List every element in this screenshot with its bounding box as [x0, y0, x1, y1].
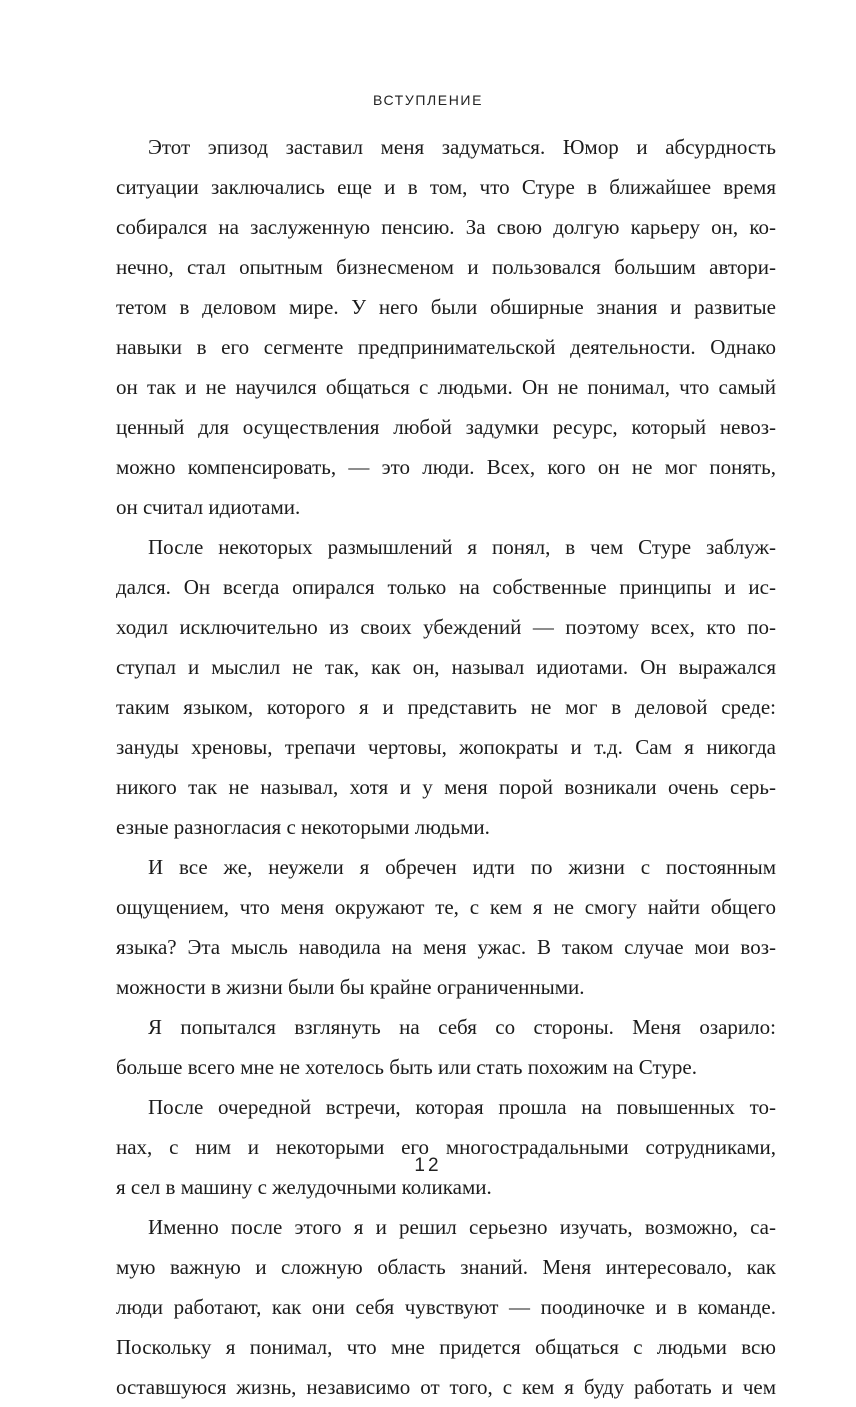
text-line: он считал идиотами. [116, 495, 301, 519]
text-line: больше всего мне не хотелось быть или стать похожим на Стуре. [116, 1055, 697, 1079]
text-line: нечно, стал опытным бизнесменом и пользовался большим автори- [116, 255, 776, 279]
text-line: ощущением, что меня окружают те, с кем я не смогу найти общего [116, 895, 776, 919]
paragraph [116, 1007, 776, 1087]
text-line: ситуации заключались еще и в том, что Стуре в ближайшее время [116, 175, 776, 199]
text-line: дался. Он всегда опирался только на собственные принципы и ис- [116, 575, 776, 599]
text-line: ценный для осуществления любой задумки ресурс, который невоз- [116, 415, 776, 439]
paragraph [116, 847, 776, 1007]
text-line: таким языком, которого я и представить не мог в деловой среде: [116, 695, 776, 719]
text-line: нах, с ним и некоторыми его многострадальными сотрудниками, [116, 1135, 776, 1159]
text-line: И все же, неужели я обречен идти по жизни с постоянным [148, 855, 776, 879]
text-line: мую важную и сложную область знаний. Меня интересовало, как [116, 1255, 776, 1279]
text-line: можности в жизни были бы крайне ограниченными. [116, 975, 585, 999]
text-line: Этот эпизод заставил меня задуматься. Юмор и абсурдность [148, 135, 776, 159]
text-line: навыки в его сегменте предпринимательской деятельности. Однако [116, 335, 776, 359]
text-line: Именно после этого я и решил серьезно изучать, возможно, са- [148, 1215, 776, 1239]
text-line: После очередной встречи, которая прошла на повышенных то- [148, 1095, 776, 1119]
text-line: языка? Эта мысль наводила на меня ужас. В таком случае мои воз- [116, 935, 776, 959]
paragraph [116, 1087, 776, 1207]
text-line: можно компенсировать, — это люди. Всех, кого он не мог понять, [116, 455, 776, 479]
text-line: После некоторых размышлений я понял, в чем Стуре заблуж- [148, 535, 776, 559]
text-line: Я попытался взглянуть на себя со стороны. Меня озарило: [148, 1015, 776, 1039]
text-line: зануды хреновы, трепачи чертовы, жопократы и т.д. Сам я никогда [116, 735, 776, 759]
text-line: я сел в машину с желудочными коликами. [116, 1175, 492, 1199]
text-line: тетом в деловом мире. У него были обширные знания и развитые [116, 295, 776, 319]
paragraph [116, 527, 776, 847]
text-line: Поскольку я понимал, что мне придется общаться с людьми всю [116, 1335, 776, 1359]
text-line: он так и не научился общаться с людьми. Он не понимал, что самый [116, 375, 776, 399]
paragraph [116, 1207, 776, 1407]
running-head: ВСТУПЛЕНИЕ [372, 92, 484, 108]
text-line: оставшуюся жизнь, независимо от того, с кем я буду работать и чем [116, 1375, 776, 1399]
page-number: 12 [414, 1155, 442, 1176]
text-line: никого так не называл, хотя и у меня порой возникали очень серь- [116, 775, 776, 799]
text-line: ступал и мыслил не так, как он, называл идиотами. Он выражался [116, 655, 776, 679]
text-line: ходил исключительно из своих убеждений — поэтому всех, кто по- [116, 615, 776, 639]
text-line: собирался на заслуженную пенсию. За свою долгую карьеру он, ко- [116, 215, 776, 239]
paragraph [116, 127, 776, 527]
text-line: люди работают, как они себя чувствуют — поодиночке и в команде. [116, 1295, 776, 1319]
body-text [116, 127, 776, 1407]
text-line: езные разногласия с некоторыми людьми. [116, 815, 490, 839]
